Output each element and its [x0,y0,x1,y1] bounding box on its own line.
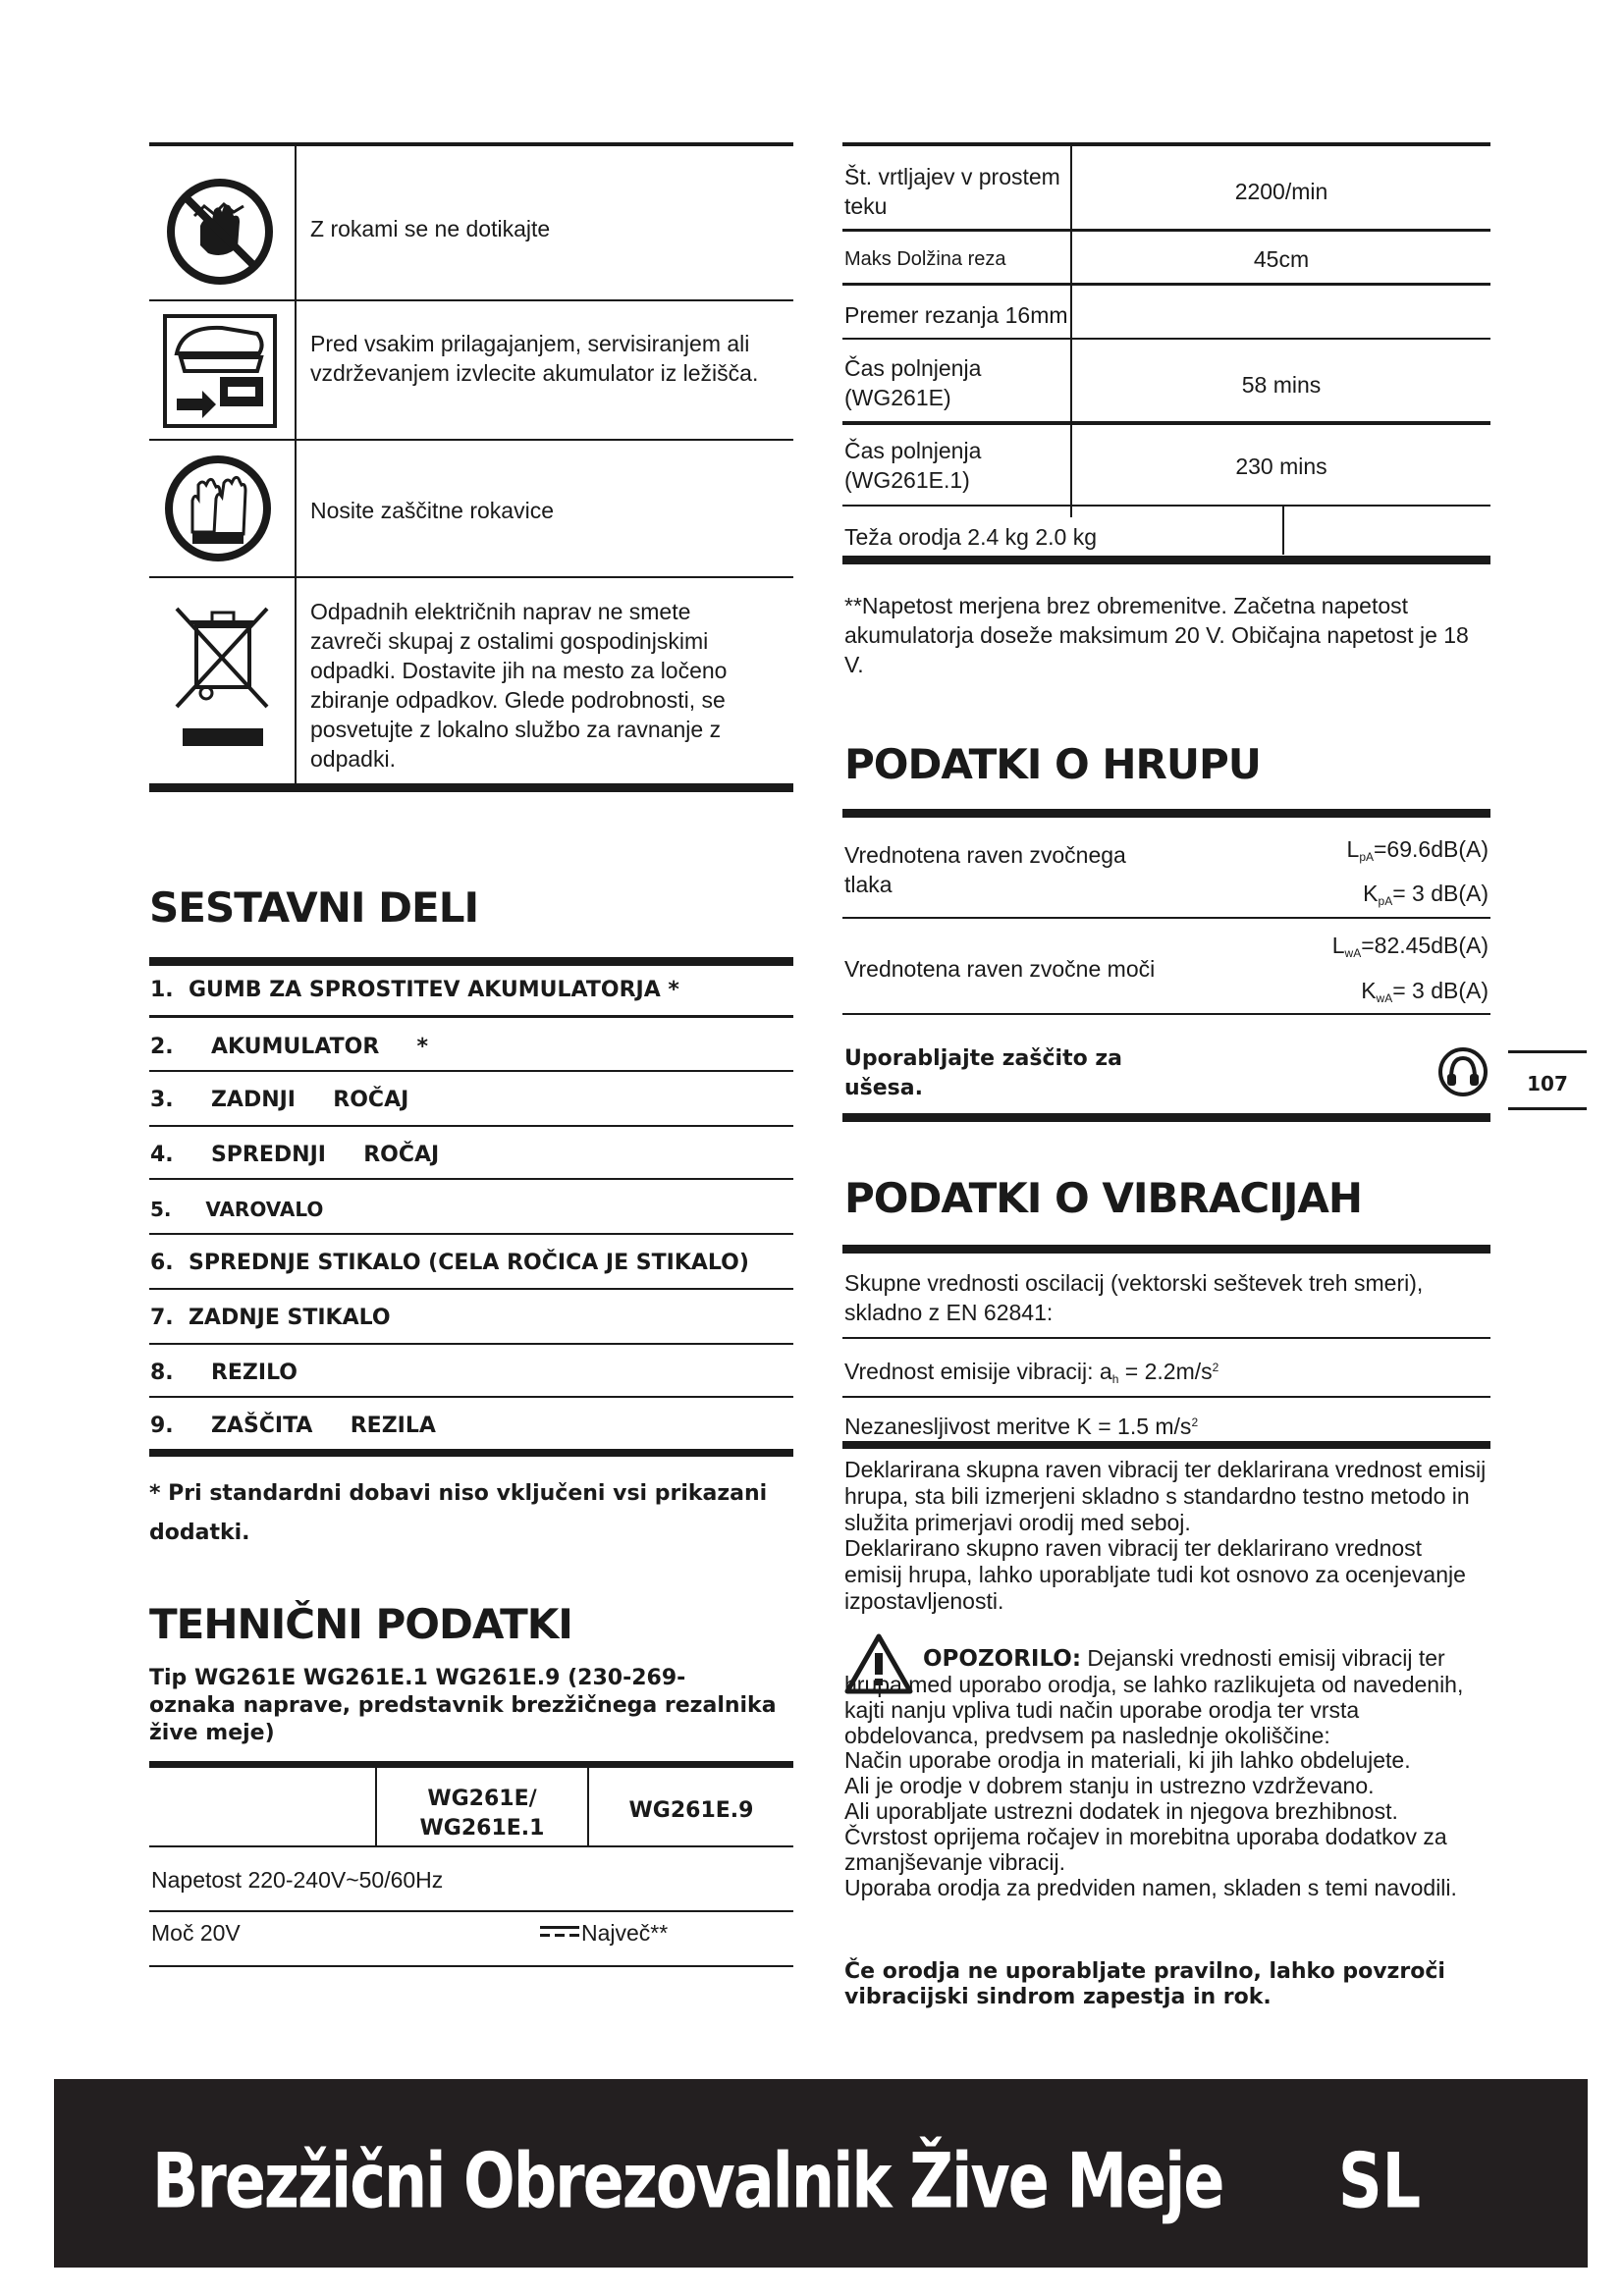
list-item: 2. AKUMULATOR * [150,1035,429,1059]
noise-value-text: =82.45dB(A) [1361,933,1489,958]
symbol-text: Z rokami se ne dotikajte [310,216,551,241]
spec-label: Št. vrtljajev v prostem teku [844,164,1060,219]
vibration-uncertainty: Nezanesljivost meritve K = 1.5 $m/s^2$ [844,1414,1199,1439]
spec-label: Premer rezanja 16mm [844,302,1068,328]
vibration-emission-value: = 2.2m/s [1118,1359,1213,1384]
column-header: WG261E/ WG261E.1 [419,1787,545,1841]
vibration-paragraph: Deklarirano skupno raven vibracij ter deklarirano vrednost emisij hrupa, lahko uporabljate tudi kot osnovo za ocenjevanje izpostavljenosti. [844,1535,1466,1614]
vibration-emission-label: Vrednost emisije vibracij: a [844,1359,1112,1384]
noise-value: $K_{pA}= 3$ dB(A) [1363,881,1489,908]
list-item: Ali uporabljate ustrezni dodatek in njegova brezhibnost. [844,1798,1398,1824]
list-item: 3. ZADNJI ROČAJ [150,1088,409,1112]
section-title-noise: PODATKI O HRUPU [844,740,1261,788]
ear-protection-icon [1437,1046,1489,1102]
list-item: 5. VAROVALO [150,1198,324,1221]
spec-label: Teža orodja 2.4 kg 2.0 kg [844,524,1097,550]
spec-value: 230 mins [1235,454,1327,479]
spec-value: 58 mins [1241,372,1322,398]
vibration-paragraph: Deklarirana skupna raven vibracij ter deklarirana vrednost emisij hrupa, sta bili izmerjeni skladno s standardno testno metodo in služita primerjavi orodij med seboj. [844,1457,1487,1535]
table-cell: Napetost 220-240V~50/60Hz [151,1867,444,1893]
footer-title: Brezžični Obrezovalnik Žive Meje [152,2136,1223,2226]
noise-value: $L_{wA}=82.45dB(A)$ [1331,933,1489,960]
spec-value: 45cm [1253,246,1310,272]
spec-value: 2200/min [1234,179,1328,204]
list-item: 4. SPREDNJI ROČAJ [150,1143,440,1167]
noise-value-text: = 3 dB(A) [1392,881,1489,906]
column-header: WG261E.9 [628,1798,754,1823]
page-number: 107 [1527,1072,1568,1095]
list-item: 8. REZILO [150,1361,298,1385]
noise-value-text: =69.6dB(A) [1374,836,1489,862]
section-title-tech: TEHNIČNI PODATKI [149,1600,572,1648]
warning-label: OPOZORILO: [923,1646,1082,1672]
section-title-vibration: PODATKI O VIBRACIJAH [844,1174,1363,1222]
footer-language: SL [1338,2136,1422,2226]
vibration-final-warning: Če orodja ne uporabljate pravilno, lahko povzroči vibracijski sindrom zapestja in rok. [844,1959,1445,2009]
vibration-emission: Vrednost emisije vibracij: $a_h = 2.2m/s^2$ [844,1359,1219,1386]
weee-crossed-bin-icon [169,601,277,748]
noise-label: Vrednotena raven zvočnega tlaka [844,842,1126,897]
warning-text: Dejanski vrednosti emisij vibracij ter hrupa med uporabo orodja, se lahko razlikujeta od navedenih, kajti nanju vpliva tudi način uporabe orodja ter vrsta obdelovanca, predvsem pa naslednje okoliščine: [844,1645,1464,1748]
spec-label: Maks Dolžina reza [844,248,1006,270]
spec-label: Čas polnjenja (WG261E.1) [844,438,982,493]
list-item: 7. ZADNJE STIKALO [150,1306,391,1330]
list-item: Čvrstost oprijema ročajev in morebitna uporaba dodatkov za zmanjševanje vibracij. [844,1824,1447,1875]
list-item: 9. ZAŠČITA REZILA [150,1414,436,1438]
voltage-footnote: **Napetost merjena brez obremenitve. Začetna napetost akumulatorja doseže maksimum 20 V. Običajna napetost je 18 V. [844,593,1469,677]
remove-battery-icon [163,314,277,428]
noise-value-text: = 3 dB(A) [1392,978,1489,1003]
parts-note: * Pri standardni dobavi niso vključeni vsi prikazani dodatki. [149,1481,768,1545]
list-item: Ali je orodje v dobrem stanju in ustrezno vzdrževano. [844,1773,1375,1798]
warning-block [844,1645,1483,1748]
table-cell: Največ** [581,1920,669,1946]
noise-value: $K_{wA}= 3$ dB(A) [1361,978,1489,1005]
noise-label: Vrednotena raven zvočne moči [844,956,1156,982]
section-title-parts: SESTAVNI DELI [149,883,479,932]
list-item: Način uporabe orodja in materiali, ki jih lahko obdelujete. [844,1747,1411,1773]
tech-subtitle: Tip WG261E WG261E.1 WG261E.9 (230-269- oznaka naprave, predstavnik brezžičnega rezalnika žive meje) [149,1666,777,1745]
symbol-text: Nosite zaščitne rokavice [310,498,554,523]
gloves-icon [163,454,273,563]
symbol-text: Odpadnih električnih naprav ne smete zavreči skupaj z ostalimi gospodinjskimi odpadki. Dostavite jih na mesto za ločeno zbiranje odpadkov. Glede podrobnosti, se posvetujte z lokalno službo za ravnanje z odpadki. [310,599,728,772]
dc-symbol-icon [540,1926,579,1945]
no-hand-touch-icon [165,177,275,287]
list-item: 6. SPREDNJE STIKALO (CELA ROČICA JE STIKALO) [150,1251,749,1275]
footer-banner [54,2079,1588,2268]
vibration-uncertainty-text: Nezanesljivost meritve K = 1.5 m/s [844,1414,1192,1439]
noise-value: $L_{pA}=69.6dB(A)$ [1346,836,1489,864]
spec-label: Čas polnjenja (WG261E) [844,355,982,410]
vibration-conditions-list [844,1747,1483,1900]
list-item: Uporaba orodja za predviden namen, skladen s temi navodili. [844,1875,1457,1900]
list-item: 1. GUMB ZA SPROSTITEV AKUMULATORJA * [150,978,679,1002]
table-cell: Moč 20V [151,1920,241,1946]
ear-protection-text: Uporabljajte zaščito za ušesa. [844,1046,1123,1100]
symbol-text: Pred vsakim prilagajanjem, servisiranjem ali vzdrževanjem izvlecite akumulator iz ležišča. [310,331,759,386]
vibration-intro: Skupne vrednosti oscilacij (vektorski seštevek treh smeri), skladno z EN 62841: [844,1270,1424,1325]
